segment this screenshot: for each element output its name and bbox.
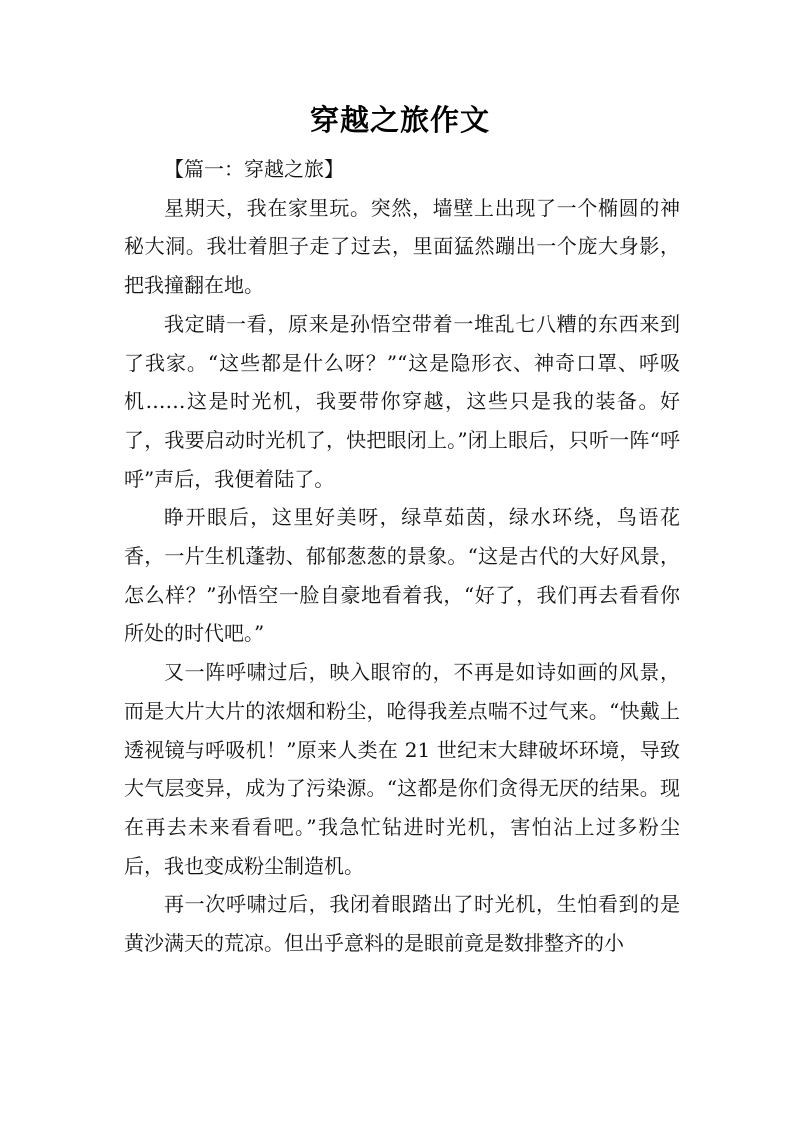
paragraph: 再一次呼啸过后，我闭着眼踏出了时光机，生怕看到的是黄沙满天的荒凉。但出乎意料的是眼前竟是数排整齐的小 (124, 892, 680, 956)
paragraph: 又一阵呼啸过后，映入眼帘的，不再是如诗如画的风景，而是大片大片的浓烟和粉尘，呛得我差点喘不过气来。“快戴上透视镜与呼吸机！”原来人类在 21 世纪末大肆破坏环境，导致大气层变异，成为了污染源。“这都是你们贪得无厌的结果。现在再去未来看看吧。”我急忙钻进时光机，害怕沾上过多粉尘后，我也变成粉尘制造机。 (124, 660, 680, 878)
paragraph: 睁开眼后，这里好美呀，绿草茹茵，绿水环绕，鸟语花香，一片生机蓬勃、郁郁葱葱的景象。“这是古代的大好风景，怎么样？”孙悟空一脸自豪地看着我，“好了，我们再去看看你所处的时代吧。” (124, 505, 680, 646)
essay-body (124, 150, 680, 963)
section-heading: 【篇一：穿越之旅】 (164, 157, 344, 181)
paragraph: 我定睛一看，原来是孙悟空带着一堆乱七八糟的东西来到了我家。“这些都是什么呀？”“这是隐形衣、神奇口罩、呼吸机……这是时光机，我要带你穿越，这些只是我的装备。好了，我要启动时光机了，快把眼闭上。”闭上眼后，只听一阵“呼呼”声后，我便着陆了。 (124, 311, 680, 491)
page-title: 穿越之旅作文 (309, 103, 490, 137)
paragraph: 星期天，我在家里玩。突然，墙壁上出现了一个椭圆的神秘大洞。我壮着胆子走了过去，里面猛然蹦出一个庞大身影，把我撞翻在地。 (124, 195, 680, 298)
